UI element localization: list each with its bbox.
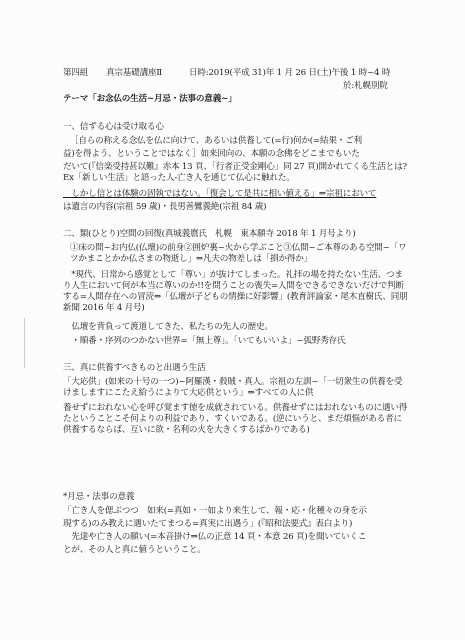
header-course: 真宗基礎講座Ⅱ	[106, 68, 163, 78]
section-2-line-2: *現代、日常から感覚として「尊い」が抜けてしまった。礼拝の場を持たない生活、つまり人生において何が本当に尊いのか!!を問うことの喪失=人間をできるできないだけで判断する=人間存在への冒涜⇔「仏壇が子どもの情操に好影響」(教育評論家・尾木直樹氏、同朋新聞 2016 年 4 月号)	[63, 270, 408, 313]
section-2-line-4: ・順番・序列のつかない世界=「無上尊」。「いてもいいよ」~弧野秀存氏	[63, 336, 346, 346]
section-1-line-2: 益)を得よう、ということではなく］如来回向の、本願の念佛をどこまでもいた	[63, 149, 360, 159]
section-4-heading: *月忌・法事の意義	[63, 492, 135, 502]
section-4-line-2: 現する)のみ教えに遇いたてまつる=真実に出遇う」(『昭和法要式』表白より)	[63, 519, 353, 529]
section-4-line-4: とが、その人と真に値うということ。	[63, 545, 206, 555]
section-1-heading: 一、信ずる心は受け取る心	[63, 122, 164, 132]
theme-title: テーマ「お念仏の生活~月忌・法事の意義~」	[63, 94, 237, 104]
scan-margin-mark	[24, 318, 25, 368]
section-1-line-1: ［自らの称える念仏を仏に向けて、あるいは供養して(=行)何か(=結果・ご利	[70, 136, 362, 146]
section-2-line-3: 仏壇を背負って渡道してきた、私たちの先人の歴史。	[63, 322, 273, 332]
section-3-line-2: 養せずにおれない心を呼び覚ます徳を成就されている。供養せずにはおれないものに遇い得たということこそ何よりの利益であり、すくいである。(逆にいうと、まだ煩悩がある者に供養するならば、互いに欲・名利の火を大きくするばかりである)	[63, 403, 408, 435]
section-3-heading: 三、真に供養すべきものと出遇う生活	[63, 363, 206, 373]
header-venue: 於:札幌別院	[343, 81, 388, 91]
section-3-line-1: 「大応供」(如来の十号の一つ)~阿羅漢・殺賊・真人。宗祖の左訓~「一切衆生の供養を受けましますにこたえ給うによりて大応供という」⇒すべての人に供	[63, 377, 403, 398]
header-datetime: 日時:2019(平成 31)年 1 月 26 日(土)午後 1 時~4 時	[189, 68, 391, 78]
section-2-heading: 二、類(ひとり)空間の回復(真城義麿氏 札幌 東本願寺 2018 年 1 月号より)	[63, 229, 356, 239]
header-group: 第四組	[63, 68, 89, 78]
section-4-line-3: 先達や亡き人の願い(=本音掛け⇒仏の正意 14 頁・本意 26 頁)を聞いていくこ	[63, 532, 367, 542]
section-1-line-4: しかし信とは体験の固執ではない。「復会して是共に相い値える」⇒宗祖において	[63, 189, 377, 199]
section-1-line-5: は遺言の内容(宗祖 59 歳)・長男善鸞義絶(宗祖 84 歳)	[63, 202, 267, 212]
section-2-line-1: ①床の間~お内仏(仏壇)の前身②囲炉裏~火から学ぶこと③仏間~ご本尊のある空間~「ワツかまことかか仏さまの物逝し」⇔凡夫の物差しは「損か得か」	[70, 243, 407, 264]
section-1-line-3: だいて(『信楽受持甚以難』赤本 13 頁、「行者正受金剛心」同 27 頁)開かれてくる生活とは? Ex「新しい生活」と語った人-亡き人を通じて仏心に触れた。	[63, 162, 416, 183]
section-4-line-1: 「亡き人を偲ぶつつ 如来(=真如・一如より来生して、報・応・化種々の身を示	[63, 506, 367, 516]
